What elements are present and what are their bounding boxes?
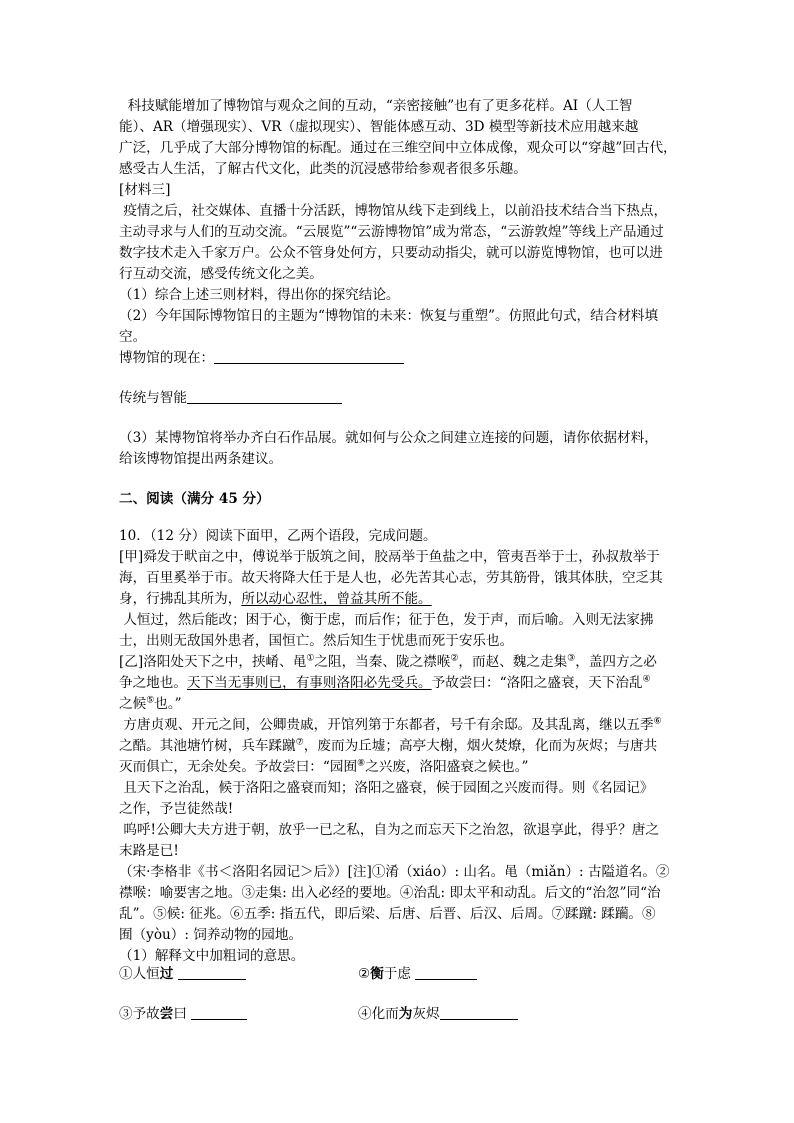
passage-yi-line: 呜呼!公卿大夫方进于朝，放乎一已之私，自为之而忘天下之治忽，欲退享此，得乎？唐之	[119, 822, 659, 838]
question-10-1: （1）解释文中加粗词的意思。	[119, 948, 305, 964]
footnote-marker: ⑥	[653, 716, 662, 727]
passage-yi-line	[119, 694, 679, 715]
passage-yi-line	[119, 757, 679, 778]
text-line: 主动寻求与人们的互动交流。“云展览”“云游博物馆”成为常态，“云游敦煌”等线上产品通过	[119, 224, 664, 240]
answer-blank-item-2[interactable]	[415, 965, 477, 980]
bold-word: 为	[398, 1006, 413, 1022]
item-1	[119, 964, 246, 985]
item-text: ①人恒	[119, 966, 160, 982]
fill-line-1	[119, 348, 679, 369]
item-text: 灰烬	[412, 1006, 440, 1022]
bold-word: 过	[159, 966, 174, 982]
passage-yi-line	[119, 652, 679, 673]
text-span: 之酷。其池塘竹树，兵车蹂蹴	[119, 738, 296, 754]
underlined-sentence: 天下当无事则已，有事则洛阳必先受兵。	[186, 675, 432, 691]
section-title: 二、阅读（满分 45 分）	[119, 491, 270, 507]
question-2: （2）今年国际博物馆日的主题为“博物馆的未来：恢复与重塑”。仿照此句式，结合材料填	[119, 308, 659, 324]
fill-label-1: 博物馆的现在：	[119, 350, 215, 366]
passage-yi-line: 末路是已!	[119, 843, 179, 859]
passage-jia-line: 人恒过，然后能改；困于心，衡于虑，而后作；征于色，发于声，而后喻。入则无法家拂	[119, 612, 654, 628]
bold-word: 衡	[370, 966, 384, 982]
answer-blank-2[interactable]	[187, 389, 342, 404]
notes-line: 囿（yòu）: 饲养动物的园地。	[119, 927, 303, 943]
footnote-marker: ③	[567, 653, 576, 664]
footnote-marker: ②	[450, 653, 459, 664]
underlined-sentence: 所以动心忍性，曾益其所不能。	[241, 591, 432, 607]
material3-label: [材料三]	[119, 182, 171, 198]
text-span: ，盖四方之必	[575, 654, 657, 670]
question-2-cont: 空。	[119, 329, 147, 345]
item-text: 于虑	[383, 966, 411, 982]
text-line: 能）、AR（增强现实）、VR（虚拟现实）、智能体感互动、3D 模型等新技术应用越来越	[119, 119, 639, 135]
answer-blank-item-4[interactable]	[440, 1005, 518, 1020]
answer-blank-item-3[interactable]	[191, 1005, 247, 1020]
question-3-block	[119, 428, 679, 470]
notes-line: （宋·李格非《书＜洛阳名园记＞后》）[注]①淆（xiáo）: 山名。黾（miǎn）: 古隘道名。②	[119, 864, 670, 880]
text-span: 也。”	[154, 696, 182, 712]
fill-line-2	[119, 388, 342, 409]
question-3-cont: 给该博物馆提出两条建议。	[119, 451, 283, 467]
answer-blank-item-1[interactable]	[178, 965, 246, 980]
passage-jia-line	[119, 589, 679, 610]
text-span: 之兴废，洛阳盛衰之候也。”	[365, 759, 529, 775]
text-line: 感受古人生活，了解古代文化，此类的沉浸感带给参观者很多乐趣。	[119, 161, 527, 177]
passage-yi-line: 之作，予岂徒然哉!	[119, 801, 234, 817]
item-3	[119, 1004, 247, 1025]
text-line: 疫情之后，社交媒体、直播十分活跃，博物馆从线下走到线上，以前沿技术结合当下热点，	[119, 203, 668, 219]
reading-section	[119, 526, 679, 967]
footnote-marker: ⑤	[146, 695, 155, 706]
footnote-marker: ①	[306, 653, 315, 664]
text-span: 争之地也。	[119, 675, 187, 691]
footnote-marker: ⑧	[357, 758, 366, 769]
text-span: 之阻，当秦、陇之襟喉	[314, 654, 451, 670]
passage-jia-line: 士，出则无敌国外患者，国恒亡。然后知生于忧患而死于安乐也。	[119, 633, 514, 649]
text-span: 灭而俱亡，无余处矣。予故尝曰：“园囿	[119, 759, 358, 775]
text-span: ，而赵、魏之走集	[458, 654, 568, 670]
text-span: 予故尝曰：“洛阳之盛衰，天下治乱	[431, 675, 643, 691]
bold-word: 尝	[159, 1006, 174, 1022]
text-span: 之候	[119, 696, 147, 712]
question-10-intro: 10．（12 分）阅读下面甲，乙两个语段，完成问题。	[119, 528, 437, 544]
text-line: 广泛，几乎成了大部分博物馆的标配。通过在三维空间中立体成像，观众可以“穿越”回古代，	[119, 140, 677, 156]
passage-yi-line	[119, 715, 679, 736]
item-4	[358, 1004, 518, 1025]
item-text: ②	[358, 966, 371, 982]
question-1: （1）综合上述三则材料，得出你的探究结论。	[119, 287, 400, 303]
text-line: 数字技术走入千家万户。公众不管身处何方，只要动动指尖，就可以游览博物馆，也可以进	[119, 245, 663, 261]
notes-line: 乱”。⑤候: 征兆。⑥五季: 指五代，即后梁、后唐、后晋、后汉、后周。⑦蹂蹴: 蹂躏。⑧	[119, 906, 656, 922]
text-line: 科技赋能增加了博物馆与观众之间的互动，“亲密接触”也有了更多花样。AI（人工智	[119, 98, 633, 114]
text-span: 身，行拂乱其所为，	[119, 591, 242, 607]
text-span: [乙]洛阳处天下之中，挟崤、黾	[119, 654, 307, 670]
footnote-marker: ④	[642, 674, 651, 685]
passage-jia-line: [甲]舜发于畎亩之中，傅说举于版筑之间，胶鬲举于鱼盐之中，管夷吾举于士，孙叔敖举于	[119, 549, 660, 565]
text-span: ，废而为丘墟；高亭大榭，烟火焚燎，化而为灰烬；与唐共	[303, 738, 658, 754]
fill-label-2: 传统与智能	[119, 390, 187, 406]
passage-yi-line	[119, 736, 679, 757]
footnote-marker: ⑦	[295, 737, 304, 748]
passage-jia-line: 海，百里奚举于市。故天将降大任于是人也，必先苦其心志，劳其筋骨，饿其体肤，空乏其	[119, 570, 663, 586]
item-text: ③予故	[119, 1006, 160, 1022]
material2-paragraph	[119, 96, 679, 369]
text-line: 行互动交流，感受传统文化之美。	[119, 266, 323, 282]
item-2	[358, 964, 477, 985]
question-3: （3）某博物馆将举办齐白石作品展。就如何与公众之间建立连接的问题，请你依据材料，	[119, 430, 658, 446]
notes-line: 襟喉：喻要害之地。③走集: 出入必经的要地。④治乱: 即太平和动乱。后文的“治忽”同“治	[119, 885, 661, 901]
passage-yi-line	[119, 673, 679, 694]
passage-yi-line: 且天下之治乱，候于洛阳之盛衰而知；洛阳之盛衰，候于园囿之兴废而得。则《名园记》	[119, 780, 654, 796]
item-text: ④化而	[358, 1006, 399, 1022]
text-span: 方唐贞观、开元之间，公卿贵戚，开馆列第于东都者，号千有余邸。及其乱离，继以五季	[119, 717, 654, 733]
answer-blank-1[interactable]	[214, 349, 404, 364]
item-text: 曰	[173, 1006, 187, 1022]
